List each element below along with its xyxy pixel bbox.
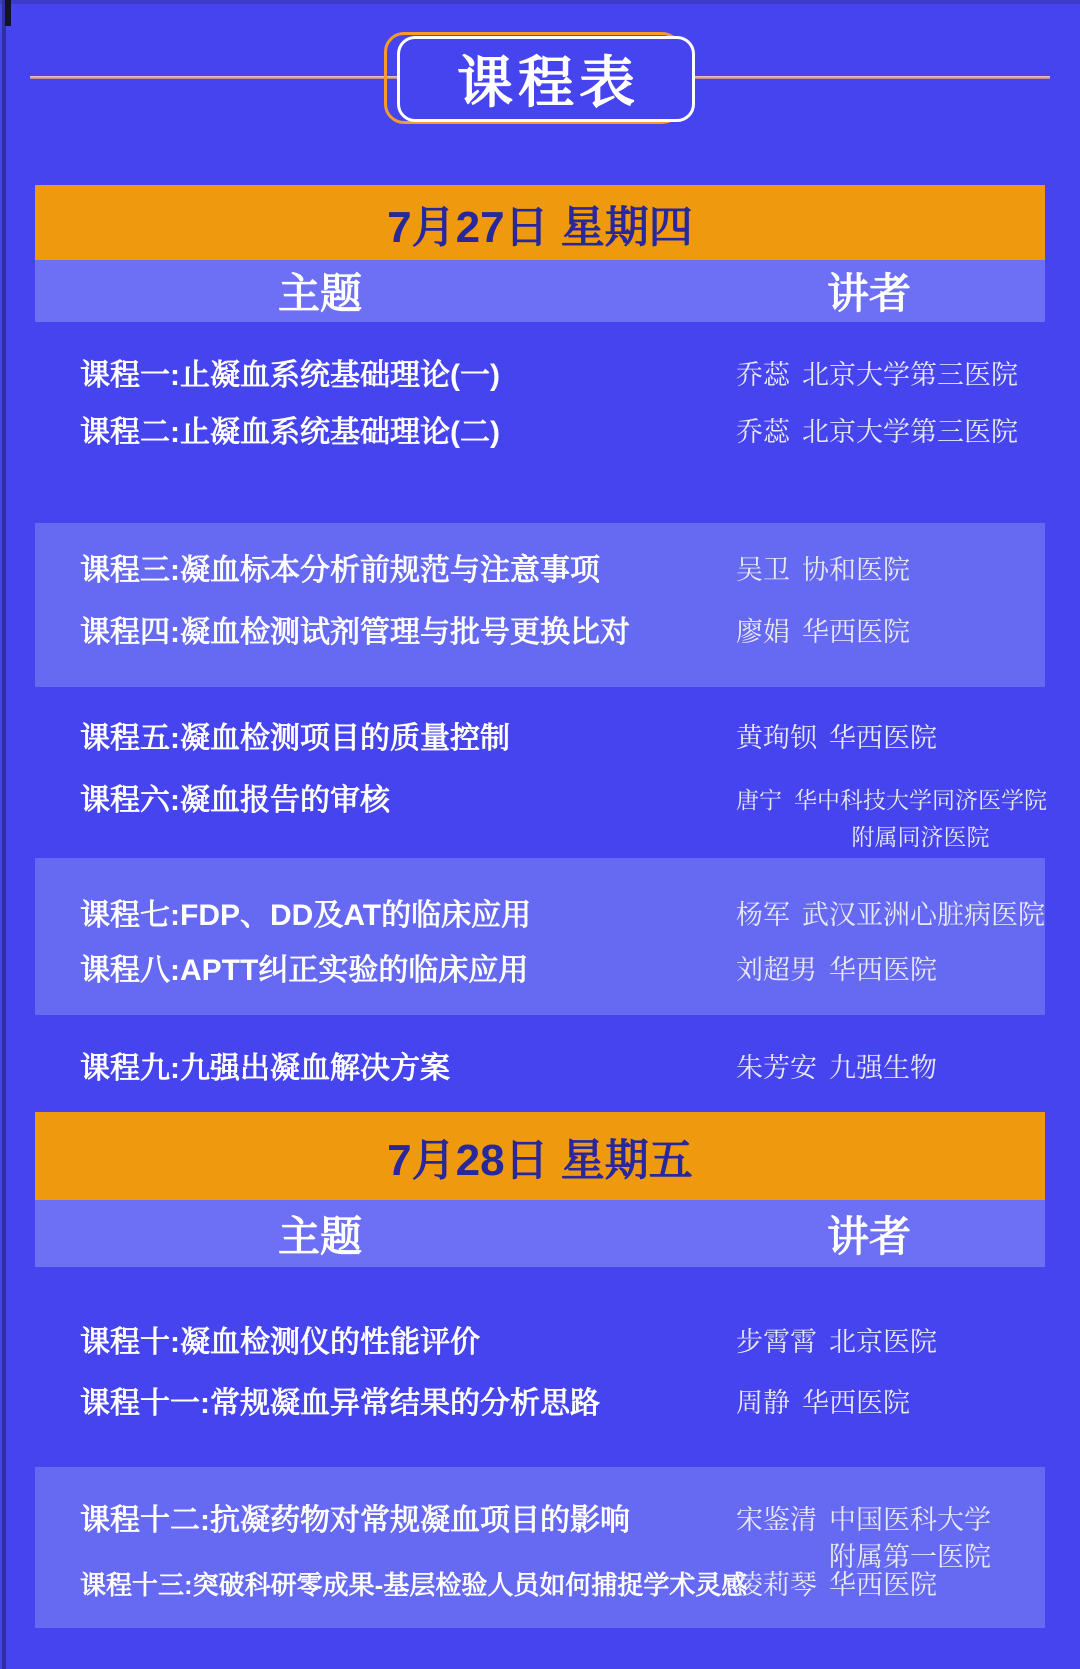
speaker-organization: 北京大学第三医院 bbox=[802, 417, 1018, 447]
page-title: 课程表 bbox=[457, 51, 640, 114]
speaker-organization: 中国医科大学 附属第一医院 bbox=[829, 1505, 991, 1572]
day1-light-panel-1 bbox=[35, 523, 1045, 687]
day1-speaker-column-header: 讲者 bbox=[827, 270, 912, 317]
course-title: 课程七:FDP、DD及AT的临床应用 bbox=[80, 899, 532, 932]
course-row-11 bbox=[80, 1385, 1048, 1422]
speaker-organization: 协和医院 bbox=[802, 555, 910, 585]
course-speaker bbox=[736, 782, 1071, 856]
speaker-organization: 武汉亚洲心脏病医院 bbox=[802, 900, 1045, 930]
speaker-name: 朱芳安 bbox=[736, 1053, 817, 1083]
course-row-6 bbox=[80, 782, 1048, 850]
course-title: 课程十二:抗凝药物对常规凝血项目的影响 bbox=[80, 1504, 630, 1537]
course-speaker bbox=[736, 952, 1071, 989]
speaker-name: 凌莉琴 bbox=[736, 1570, 817, 1600]
course-title: 课程十三:突破科研零成果-基层检验人员如何捕捉学术灵感 bbox=[80, 1570, 748, 1600]
speaker-name: 乔蕊 bbox=[736, 417, 790, 447]
day1-date-banner bbox=[35, 185, 1045, 260]
day2-date-label: 7月28日 星期五 bbox=[387, 1136, 693, 1185]
speaker-name: 乔蕊 bbox=[736, 360, 790, 390]
course-title: 课程六:凝血报告的审核 bbox=[80, 784, 390, 817]
speaker-organization: 华西医院 bbox=[829, 955, 937, 985]
course-row-13 bbox=[80, 1567, 1048, 1604]
day2-column-header-row bbox=[35, 1200, 1045, 1267]
left-edge-line bbox=[2, 0, 6, 1669]
course-row-12 bbox=[80, 1502, 1048, 1572]
course-row-2 bbox=[80, 414, 1048, 451]
course-speaker bbox=[736, 1502, 1071, 1576]
speaker-organization: 华中科技大学同济医学院 附属同济医院 bbox=[794, 787, 1047, 850]
speaker-organization: 华西医院 bbox=[802, 1388, 910, 1418]
speaker-organization: 华西医院 bbox=[802, 617, 910, 647]
course-title: 课程四:凝血检测试剂管理与批号更换比对 bbox=[80, 616, 630, 649]
course-title: 课程一:止凝血系统基础理论(一) bbox=[80, 359, 500, 392]
course-speaker bbox=[736, 1385, 1071, 1422]
day2-speaker-column-header: 讲者 bbox=[827, 1212, 912, 1260]
course-row-8 bbox=[80, 952, 1048, 989]
title-frame bbox=[397, 36, 695, 122]
course-row-9 bbox=[80, 1050, 1048, 1087]
speaker-name: 杨军 bbox=[736, 900, 790, 930]
day1-topic-column-header: 主题 bbox=[278, 270, 363, 317]
course-speaker bbox=[736, 1324, 1071, 1361]
speaker-name: 廖娟 bbox=[736, 617, 790, 647]
course-row-7 bbox=[80, 897, 1048, 934]
course-title: 课程五:凝血检测项目的质量控制 bbox=[80, 722, 510, 755]
course-title: 课程十:凝血检测仪的性能评价 bbox=[80, 1326, 480, 1359]
course-title: 课程十一:常规凝血异常结果的分析思路 bbox=[80, 1387, 600, 1420]
day1-light-panel-2 bbox=[35, 858, 1045, 1015]
day2-date-banner bbox=[35, 1112, 1045, 1200]
speaker-organization: 北京医院 bbox=[829, 1327, 937, 1357]
course-speaker bbox=[736, 897, 1071, 934]
speaker-name: 步霄霄 bbox=[736, 1327, 817, 1357]
course-speaker bbox=[736, 414, 1071, 451]
course-row-5 bbox=[80, 720, 1048, 757]
speaker-organization: 华西医院 bbox=[829, 723, 937, 753]
speaker-name: 周静 bbox=[736, 1388, 790, 1418]
course-speaker bbox=[736, 1567, 1071, 1604]
speaker-name: 吴卫 bbox=[736, 555, 790, 585]
course-speaker bbox=[736, 614, 1071, 651]
course-speaker bbox=[736, 552, 1071, 589]
speaker-name: 黄珣钡 bbox=[736, 723, 817, 753]
speaker-name: 刘超男 bbox=[736, 955, 817, 985]
speaker-name: 宋鉴清 bbox=[736, 1505, 817, 1535]
top-edge-line bbox=[0, 0, 1080, 4]
speaker-organization: 北京大学第三医院 bbox=[802, 360, 1018, 390]
speaker-organization: 华西医院 bbox=[829, 1570, 937, 1600]
day1-date-label: 7月27日 星期四 bbox=[387, 202, 693, 252]
course-title: 课程八:APTT纠正实验的临床应用 bbox=[80, 954, 529, 987]
day1-column-header-row bbox=[35, 260, 1045, 322]
course-row-4 bbox=[80, 614, 1048, 651]
course-title: 课程九:九强出凝血解决方案 bbox=[80, 1052, 450, 1085]
course-speaker bbox=[736, 357, 1071, 394]
course-row-10 bbox=[80, 1324, 1048, 1361]
speaker-name: 唐宁 bbox=[736, 787, 782, 813]
course-row-1 bbox=[80, 357, 1048, 394]
speaker-organization: 九强生物 bbox=[829, 1053, 937, 1083]
day2-topic-column-header: 主题 bbox=[278, 1212, 363, 1260]
course-speaker bbox=[736, 1050, 1071, 1087]
course-title: 课程二:止凝血系统基础理论(二) bbox=[80, 416, 500, 449]
course-row-3 bbox=[80, 552, 1048, 589]
course-title: 课程三:凝血标本分析前规范与注意事项 bbox=[80, 554, 600, 587]
course-speaker bbox=[736, 720, 1071, 757]
corner-mark bbox=[5, 0, 11, 26]
